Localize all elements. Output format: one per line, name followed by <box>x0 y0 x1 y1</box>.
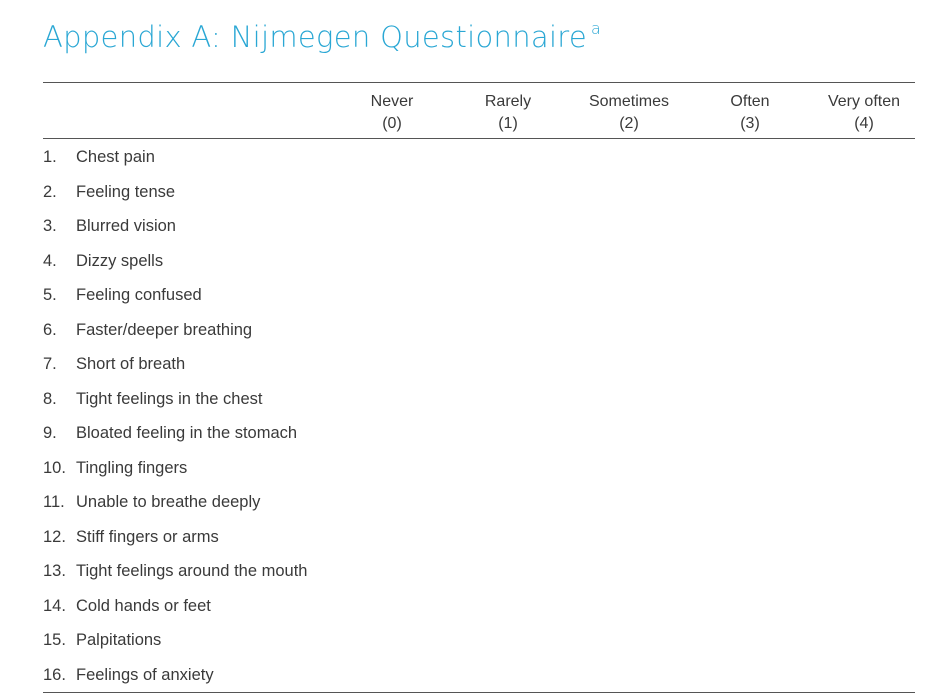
item-text: Blurred vision <box>76 217 176 235</box>
symptom-row <box>43 278 202 312</box>
page-title <box>43 20 601 54</box>
symptom-row <box>43 658 214 692</box>
item-number: 13. <box>43 562 66 580</box>
table-bottom-rule <box>43 692 915 693</box>
column-header-label: Rarely <box>484 93 532 110</box>
item-text: Tight feelings in the chest <box>76 389 263 408</box>
symptom-row <box>43 451 187 485</box>
item-text: Short of breath <box>76 355 186 373</box>
symptom-row <box>43 244 163 278</box>
item-text: Feelings of anxiety <box>76 665 214 684</box>
item-number: 4. <box>43 251 57 270</box>
column-header-score: (1) <box>498 115 518 132</box>
item-number: 14. <box>43 596 66 615</box>
column-header-sometimes <box>569 91 689 135</box>
item-number: 9. <box>43 424 57 442</box>
item-text: Chest pain <box>76 148 155 166</box>
item-number: 3. <box>43 217 57 235</box>
item-text: Cold hands or feet <box>76 596 211 615</box>
symptom-row <box>43 175 175 209</box>
item-number: 2. <box>43 182 57 201</box>
column-header-label: Very often <box>827 93 901 110</box>
item-text: Tight feelings around the mouth <box>76 562 308 580</box>
title-footnote-marker: a <box>591 19 602 39</box>
item-text: Feeling tense <box>76 182 176 201</box>
symptom-row <box>43 140 155 174</box>
item-number: 6. <box>43 320 57 339</box>
symptom-row <box>43 416 297 450</box>
item-number: 10. <box>43 458 66 477</box>
symptom-row <box>43 382 263 416</box>
column-header-label: Sometimes <box>588 93 670 110</box>
column-header-label: Never <box>370 93 414 110</box>
column-header-rarely <box>448 91 568 135</box>
item-text: Feeling confused <box>76 286 202 304</box>
column-header-score: (3) <box>740 115 760 132</box>
column-header-score: (4) <box>854 115 874 132</box>
symptom-row <box>43 209 176 243</box>
column-header-label: Often <box>730 93 770 110</box>
symptom-row <box>43 347 185 381</box>
symptom-row <box>43 520 219 554</box>
column-header-often <box>690 91 810 135</box>
item-text: Unable to breathe deeply <box>76 493 261 511</box>
item-text: Stiff fingers or arms <box>76 527 219 546</box>
header-bottom-rule <box>43 138 915 139</box>
column-header-score: (2) <box>619 115 639 132</box>
item-number: 15. <box>43 631 66 649</box>
item-text: Dizzy spells <box>76 251 164 270</box>
column-header-score: (0) <box>382 115 402 132</box>
symptom-row <box>43 623 161 657</box>
item-text: Palpitations <box>76 631 162 649</box>
item-number: 16. <box>43 665 66 684</box>
item-number: 11. <box>43 493 65 511</box>
item-number: 12. <box>43 527 66 546</box>
table-top-rule <box>43 82 915 83</box>
column-header-never <box>332 91 452 135</box>
item-number: 1. <box>43 148 57 166</box>
symptom-row <box>43 554 307 588</box>
symptom-row <box>43 313 252 347</box>
item-text: Tingling fingers <box>76 458 188 477</box>
item-text: Bloated feeling in the stomach <box>76 424 298 442</box>
column-header-very-often <box>804 91 924 135</box>
title-text: Appendix A: Nijmegen Questionnaire <box>43 20 588 54</box>
item-number: 7. <box>43 355 57 373</box>
symptom-row <box>43 589 211 623</box>
item-text: Faster/deeper breathing <box>76 320 253 339</box>
item-number: 5. <box>43 286 57 304</box>
symptom-row <box>43 485 260 519</box>
item-number: 8. <box>43 389 57 408</box>
